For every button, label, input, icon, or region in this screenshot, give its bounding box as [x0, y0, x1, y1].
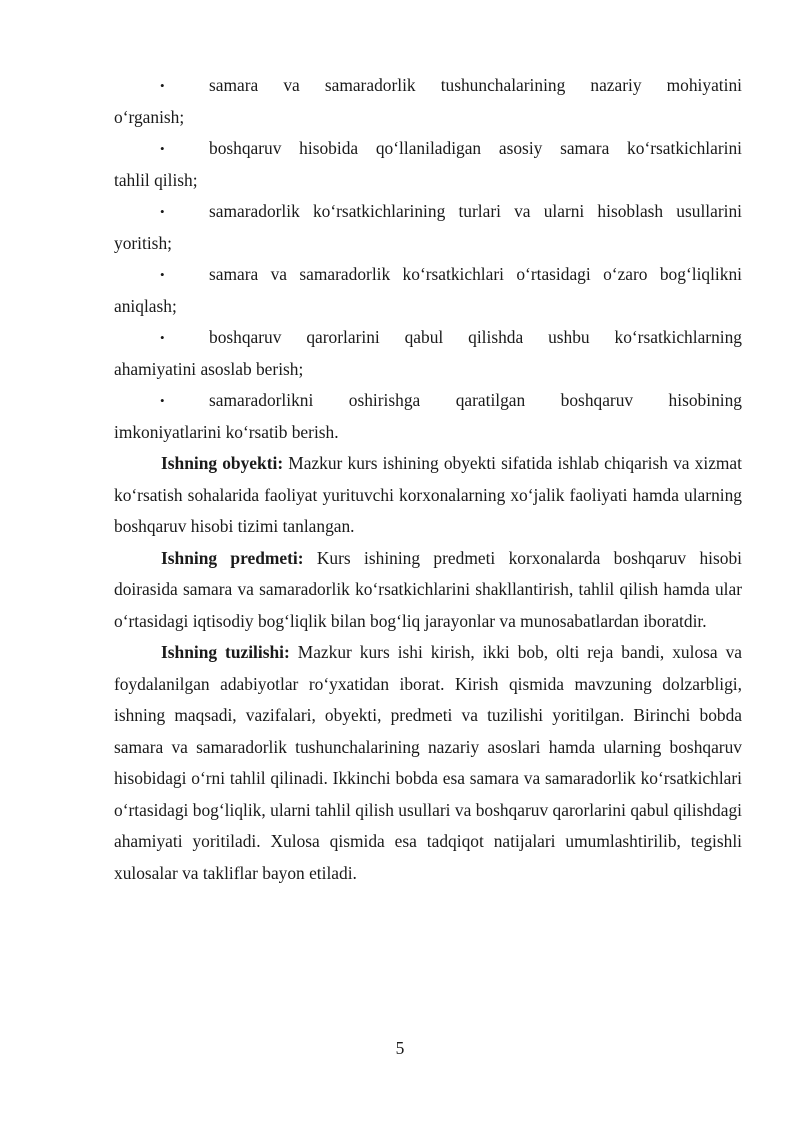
paragraph-object	[114, 448, 742, 543]
paragraph-label: Ishning tuzilishi:	[161, 642, 290, 662]
paragraph-structure	[114, 637, 742, 889]
paragraph-text: Kurs ishining predmeti korxonalarda boshqaruv hisobi doirasida samara va samaradorlik ko‘rsatkichlarini shakllantirish, tahlil qilish hamda ular o‘rtasidagi iqtisodiy bog‘liqlik bilan bog‘liq jarayonlar va munosabatlardan iboratdir.	[114, 547, 742, 631]
document-page	[114, 70, 742, 889]
paragraph-subject	[114, 543, 742, 638]
list-item-continuation: o‘rganish;	[114, 106, 185, 127]
list-item-continuation: ahamiyatini asoslab berish;	[114, 358, 304, 379]
paragraph-text: Mazkur kurs ishining obyekti sifatida ishlab chiqarish va xizmat ko‘rsatish sohalarida faoliyat yurituvchi korxonalarning xo‘jalik faoliyati hamda ularning boshqaruv hisobi tizimi tanlangan.	[114, 453, 742, 536]
list-item-continuation: imkoniyatlarini ko‘rsatib berish.	[114, 421, 339, 442]
list-item: • samaradorlik ko‘rsatkichlarining turlari va ularni hisoblash usullarini	[114, 196, 742, 228]
list-item: • samara va samaradorlik tushunchalarining nazariy mohiyatini	[114, 70, 742, 102]
paragraph-label: Ishning obyekti:	[161, 453, 284, 473]
list-item: • boshqaruv qarorlarini qabul qilishda ushbu ko‘rsatkichlarning	[114, 322, 742, 354]
list-item: • samara va samaradorlik ko‘rsatkichlari o‘rtasidagi o‘zaro bog‘liqlikni	[114, 259, 742, 291]
page-number: 5	[395, 1038, 405, 1058]
paragraph-text: Mazkur kurs ishi kirish, ikki bob, olti reja bandi, xulosa va foydalanilgan adabiyotlar ro‘yxatidan iborat. Kirish qismida mavzuning dolzarbligi, ishning maqsadi, vazifalari, obyekti, predmeti va tuzilishi yoritilgan. Birinchi bobda samara va samaradorlik tushunchalarining nazariy asoslari hamda ularning boshqaruv hisobidagi o‘rni tahlil qilinadi. Ikkinchi bobda esa samara va samaradorlik ko‘rsatkichlari o‘rtasidagi bog‘liqlik, ularni tahlil qilish usullari va boshqaruv qarorlarini qabul qilishdagi ahamiyati yoritiladi. Xulosa qismida esa tadqiqot natijalari umumlashtirilib, tegishli xulosalar va takliflar bayon etiladi.	[114, 642, 742, 883]
list-item-continuation: aniqlash;	[114, 295, 177, 316]
list-item: • samaradorlikni oshirishga qaratilgan boshqaruv hisobining	[114, 385, 742, 417]
list-item: • boshqaruv hisobida qo‘llaniladigan asosiy samara ko‘rsatkichlarini	[114, 133, 742, 165]
objectives-list	[114, 70, 742, 448]
list-item-continuation: tahlil qilish;	[114, 169, 198, 190]
paragraph-label: Ishning predmeti:	[161, 547, 304, 568]
list-item-continuation: yoritish;	[114, 232, 172, 253]
